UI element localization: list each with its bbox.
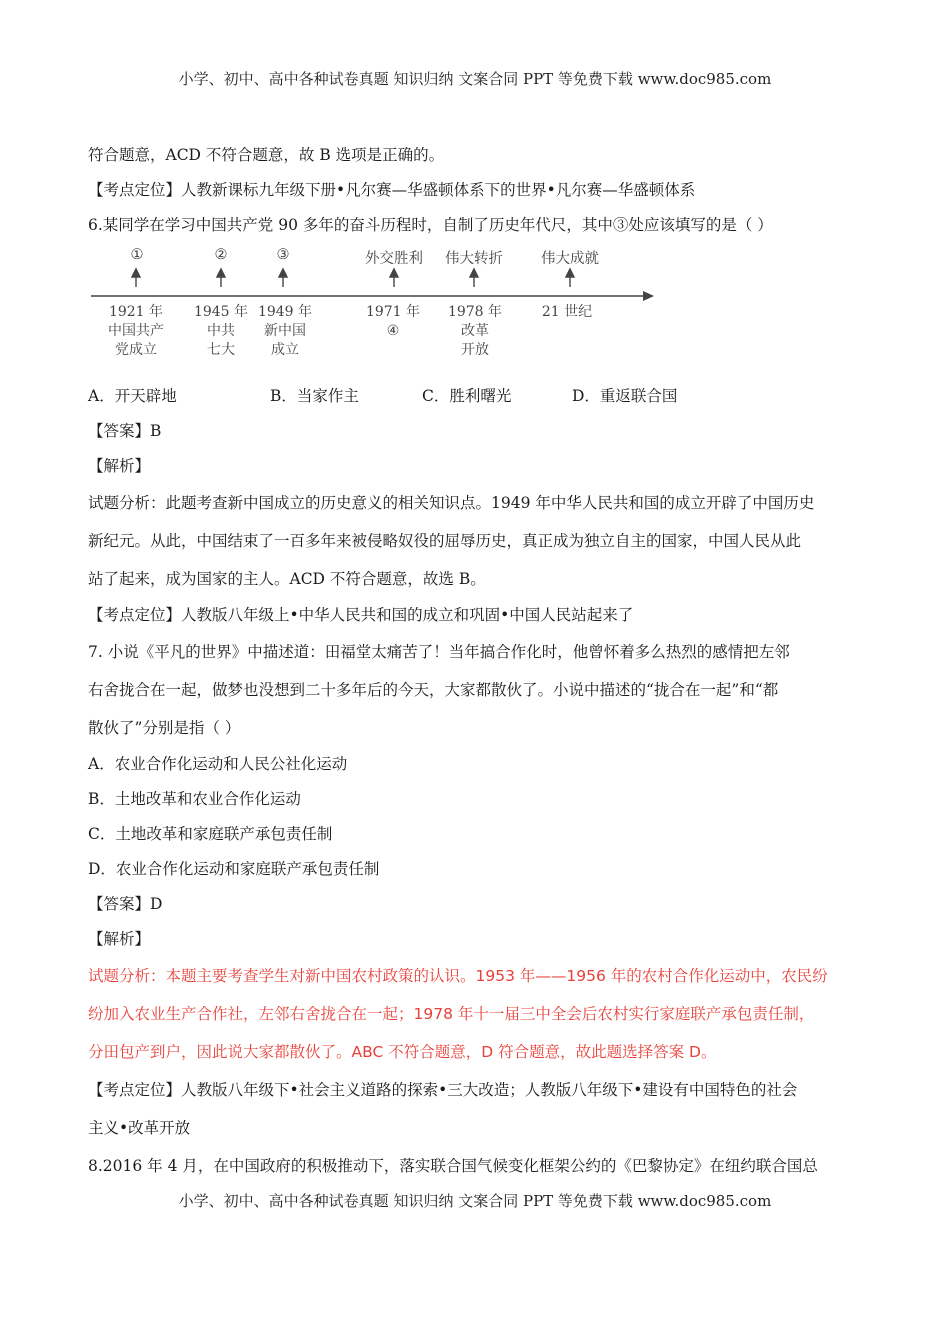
page-header: 小学、初中、高中各种试卷真题 知识归纳 文案合同 PPT 等免费下载 www.doc985.com — [178, 70, 772, 88]
q7-option-b: B．土地改革和农业合作化运动 — [88, 790, 301, 808]
q7-jiexi-heading: 【解析】 — [88, 930, 151, 948]
q7-analysis-line: 分田包产到户，因此说大家都散伙了。ABC 不符合题意，D 符合题意，故此题选择答案 D。 — [88, 1043, 717, 1061]
timeline-event-1971: 1971 年 ④ — [365, 304, 421, 339]
q7-analysis-line: 试题分析：本题主要考查学生对新中国农村政策的认识。1953 年——1956 年的农村合作化运动中，农民纷 — [88, 967, 828, 985]
q7-stem-line: 散伙了”分别是指（ ） — [88, 719, 241, 737]
timeline-top-label: ① — [130, 247, 144, 263]
history-timeline — [88, 247, 668, 373]
timeline-top-label: 伟大成就 — [541, 251, 599, 267]
q6-kaodian: 【考点定位】人教版八年级上•中华人民共和国的成立和巩固•中国人民站起来了 — [88, 606, 634, 624]
q6-options — [88, 379, 868, 414]
q8-stem: 8.2016 年 4 月，在中国政府的积极推动下，落实联合国气候变化框架公约的《巴黎协定》在纽约联合国总 — [88, 1157, 818, 1175]
q6-option-b: B．当家作主 — [270, 387, 359, 405]
q6-option-c: C．胜利曙光 — [422, 387, 512, 405]
q7-answer: 【答案】D — [88, 895, 163, 913]
q6-analysis-line: 试题分析：此题考查新中国成立的历史意义的相关知识点。1949 年中华人民共和国的成立开辟了中国历史 — [88, 494, 815, 512]
prev-kaodian: 【考点定位】人教新课标九年级下册•凡尔赛—华盛顿体系下的世界•凡尔赛—华盛顿体系 — [88, 181, 696, 199]
timeline-top-label: ③ — [276, 247, 290, 263]
prev-answer-tail: 符合题意，ACD 不符合题意，故 B 选项是正确的。 — [88, 146, 445, 164]
timeline-top-label: 外交胜利 — [365, 251, 423, 267]
timeline-event-21c: 21 世纪 — [541, 304, 593, 320]
q7-option-d: D．农业合作化运动和家庭联产承包责任制 — [88, 860, 380, 878]
timeline-event-1921: 1921 年 中国共产 党成立 — [108, 304, 164, 358]
document-body — [88, 138, 868, 1185]
page-footer: 小学、初中、高中各种试卷真题 知识归纳 文案合同 PPT 等免费下载 www.doc985.com — [178, 1192, 772, 1210]
timeline-top-label: ② — [214, 247, 228, 263]
q7-kaodian-line: 【考点定位】人教版八年级下•社会主义道路的探索•三大改造；人教版八年级下•建设有中国特色的社会 — [88, 1081, 798, 1099]
q6-answer: 【答案】B — [88, 422, 162, 440]
timeline-event-1945: 1945 年 中共 七大 — [193, 304, 249, 358]
q6-analysis-line: 站了起来，成为国家的主人。ACD 不符合题意，故选 B。 — [88, 570, 486, 588]
q6-option-d: D．重返联合国 — [572, 387, 678, 405]
q6-jiexi-heading: 【解析】 — [88, 457, 151, 475]
q7-kaodian-line: 主义•改革开放 — [88, 1119, 191, 1137]
timeline-top-label: 伟大转折 — [445, 251, 503, 267]
q6-analysis-line: 新纪元。从此，中国结束了一百多年来被侵略奴役的屈辱历史，真正成为独立自主的国家，中国人民从此 — [88, 532, 802, 550]
timeline-event-1978: 1978 年 改革 开放 — [447, 304, 503, 358]
timeline-event-1949: 1949 年 新中国 成立 — [257, 304, 313, 358]
q6-option-a: A．开天辟地 — [88, 387, 177, 405]
q6-stem: 6.某同学在学习中国共产党 90 多年的奋斗历程时，自制了历史年代尺，其中③处应该填写的是（ ） — [88, 216, 773, 234]
timeline-arrowhead — [643, 291, 654, 301]
timeline-tick-arrows — [132, 269, 574, 287]
q7-stem-line: 右舍拢合在一起，做梦也没想到二十多年后的今天，大家都散伙了。小说中描述的“拢合在一起”和“都 — [88, 681, 779, 699]
q7-option-c: C．土地改革和家庭联产承包责任制 — [88, 825, 333, 843]
q7-stem-line: 7. 小说《平凡的世界》中描述道：田福堂太痛苦了！当年搞合作化时，他曾怀着多么热烈的感情把左邻 — [88, 643, 790, 661]
q7-option-a: A．农业合作化运动和人民公社化运动 — [88, 755, 348, 773]
q7-analysis-line: 纷加入农业生产合作社，左邻右舍拢合在一起；1978 年十一届三中全会后农村实行家庭联产承包责任制， — [88, 1005, 815, 1023]
